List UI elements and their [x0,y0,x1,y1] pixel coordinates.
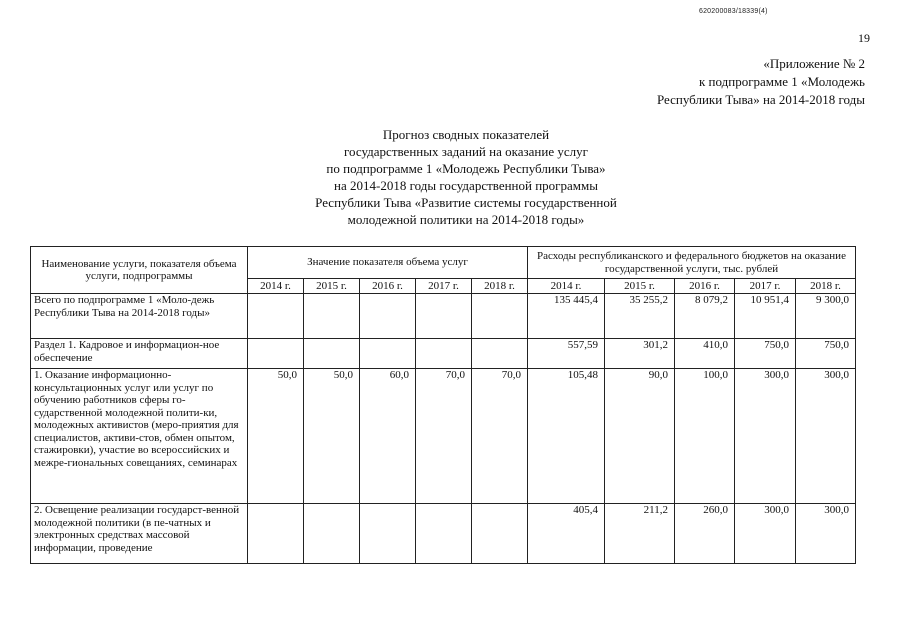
volume-cell: 50,0 [248,369,304,504]
volume-cell [248,339,304,369]
volume-cell [248,294,304,339]
expense-cell: 9 300,0 [796,294,856,339]
volume-cell [360,294,416,339]
year-header: 2015 г. [605,279,675,294]
appendix-line: «Приложение № 2 [763,56,865,71]
title-line: Республики Тыва «Развитие системы государственной [315,195,617,210]
expense-cell: 300,0 [735,504,796,564]
expense-cell: 301,2 [605,339,675,369]
year-header: 2016 г. [675,279,735,294]
appendix-line: Республики Тыва» на 2014-2018 годы [656,92,865,107]
title-line: государственных заданий на оказание услуг [344,144,588,159]
row-name: Раздел 1. Кадровое и информацион-ное обеспечение [31,339,248,369]
volume-cell [304,294,360,339]
header-budget-expenses: Расходы республиканского и федерального бюджетов на оказание государственной услуги, тыс. рублей [528,247,856,279]
table-row [31,294,856,339]
year-header: 2017 г. [416,279,472,294]
expense-cell: 35 255,2 [605,294,675,339]
document-title [250,126,682,228]
year-header: 2017 г. [735,279,796,294]
volume-cell [304,504,360,564]
expense-cell: 105,48 [528,369,605,504]
expense-cell: 300,0 [796,504,856,564]
expense-cell: 300,0 [735,369,796,504]
volume-cell [472,504,528,564]
row-name: 2. Освещение реализации государст-венной молодежной политики (в пе-чатных и электронных средствах массовой информации, проведение [31,504,248,564]
expense-cell: 557,59 [528,339,605,369]
expense-cell: 260,0 [675,504,735,564]
appendix-line: к подпрограмме 1 «Молодежь [698,74,865,89]
row-name: 1. Оказание информационно-консультационных услуг или услуг по обучению работников сферы го-сударственной молодежной полити-ки, молодежных активистов (меро-приятия для специалистов, активи-стов, обмен опытом, стажировки), участие во всероссийских и межре-гиональных совещаниях, семинарах [31,369,248,504]
volume-cell [360,504,416,564]
year-header: 2016 г. [360,279,416,294]
expense-cell: 405,4 [528,504,605,564]
expense-cell: 135 445,4 [528,294,605,339]
volume-cell [472,339,528,369]
volume-cell [416,339,472,369]
expense-cell: 410,0 [675,339,735,369]
title-line: по подпрограмме 1 «Молодежь Республики Тыва» [326,161,606,176]
title-line: на 2014-2018 годы государственной программы [334,178,598,193]
volume-cell [416,504,472,564]
volume-cell: 50,0 [304,369,360,504]
expense-cell: 211,2 [605,504,675,564]
header-volume-indicator: Значение показателя объема услуг [248,247,528,279]
volume-cell: 60,0 [360,369,416,504]
volume-cell [416,294,472,339]
expense-cell: 100,0 [675,369,735,504]
volume-cell [248,504,304,564]
year-header: 2018 г. [796,279,856,294]
table-row [31,369,856,504]
page-number: 19 [858,31,870,45]
volume-cell: 70,0 [416,369,472,504]
table-row [31,339,856,369]
document-id: 620200083/18339(4) [699,8,768,15]
appendix-header [545,55,865,109]
title-line: молодежной политики на 2014-2018 годы» [347,212,585,227]
year-header: 2014 г. [528,279,605,294]
expense-cell: 10 951,4 [735,294,796,339]
volume-cell [472,294,528,339]
volume-cell [304,339,360,369]
year-header: 2014 г. [248,279,304,294]
volume-cell [360,339,416,369]
volume-cell: 70,0 [472,369,528,504]
row-name: Всего по подпрограмме 1 «Моло-дежь Республики Тыва на 2014-2018 годы» [31,294,248,339]
expense-cell: 8 079,2 [675,294,735,339]
header-service-name: Наименование услуги, показателя объема услуги, подпрограммы [31,247,248,294]
year-header: 2018 г. [472,279,528,294]
indicators-table [30,246,856,564]
expense-cell: 750,0 [796,339,856,369]
expense-cell: 750,0 [735,339,796,369]
expense-cell: 90,0 [605,369,675,504]
title-line: Прогноз сводных показателей [382,127,550,142]
table-row [31,504,856,564]
expense-cell: 300,0 [796,369,856,504]
year-header: 2015 г. [304,279,360,294]
